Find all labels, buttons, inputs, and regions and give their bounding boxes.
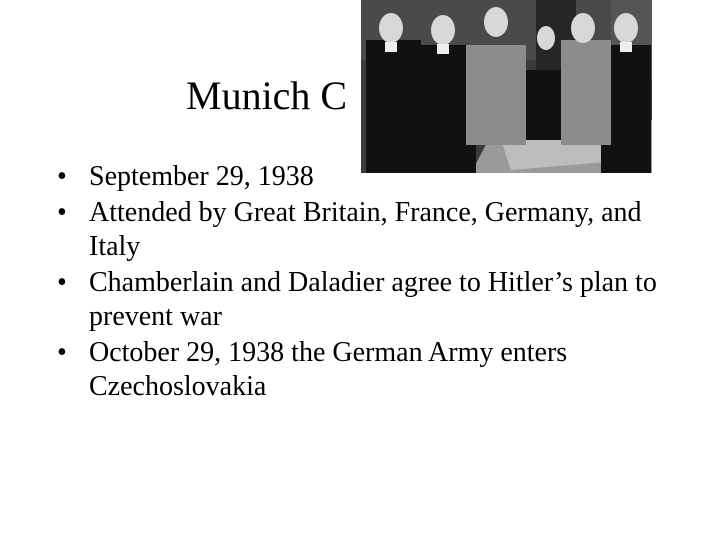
bullet-text: Attended by Great Britain, France, Germany, and Italy bbox=[89, 197, 642, 262]
bullet-item bbox=[55, 266, 695, 334]
bullet-marker: • bbox=[57, 197, 67, 228]
bullet-item bbox=[55, 196, 695, 264]
bullet-text: Chamberlain and Daladier agree to Hitler’s plan to prevent war bbox=[89, 267, 657, 332]
bullet-marker: • bbox=[57, 161, 67, 192]
bullet-marker: • bbox=[57, 267, 67, 298]
bullet-item bbox=[55, 160, 695, 194]
bullet-text: September 29, 1938 bbox=[89, 161, 314, 192]
bullet-text: October 29, 1938 the German Army enters Czechoslovakia bbox=[89, 337, 568, 402]
bullet-list bbox=[55, 160, 695, 406]
bullet-item bbox=[55, 336, 695, 404]
historical-photo bbox=[361, 0, 652, 173]
slide-title: Munich C bbox=[186, 73, 348, 118]
bullet-marker: • bbox=[57, 337, 67, 368]
